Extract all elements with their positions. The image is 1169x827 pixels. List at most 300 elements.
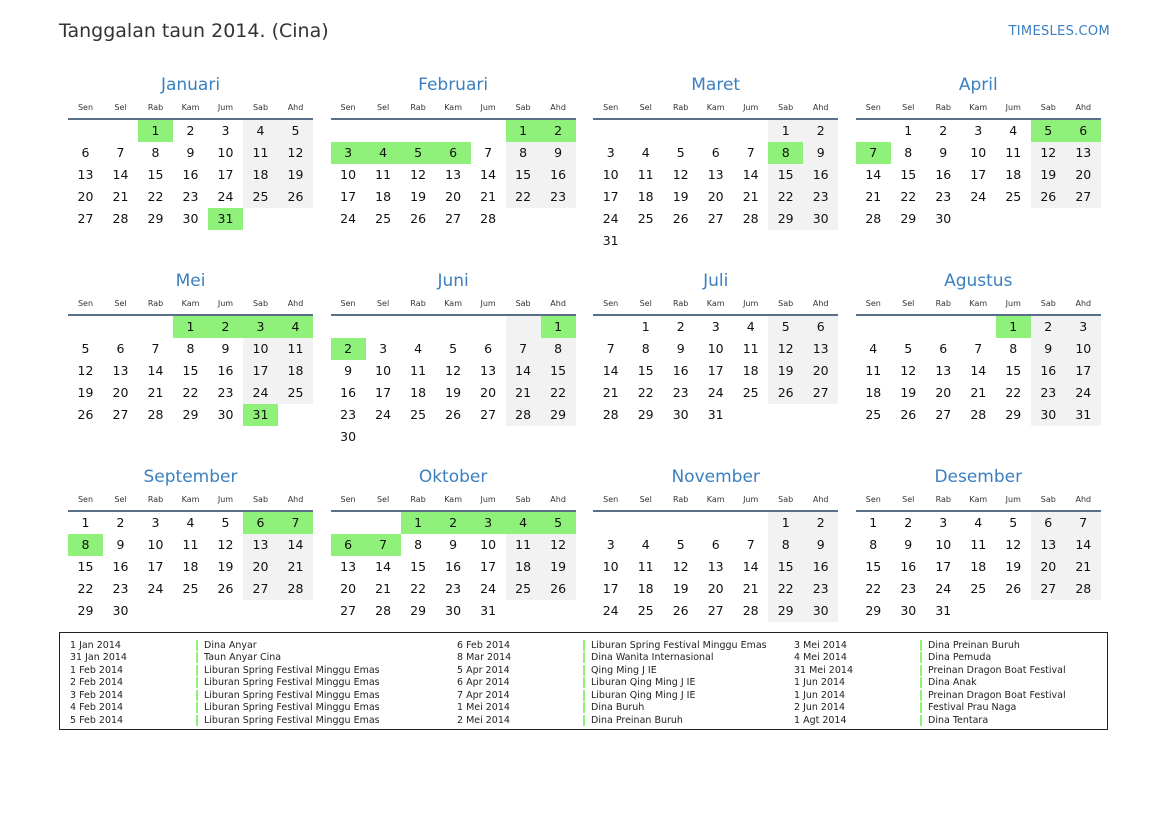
day-grid [856,512,1101,622]
day-cell: 4 [641,537,650,552]
day-cell: 12 [1005,537,1022,552]
weekday-label: Sab [1040,103,1056,112]
empty-day-cell [541,600,576,622]
day-cell: 21 [480,189,497,204]
day-cell: 25 [410,407,427,422]
day-cell: 15 [900,167,917,182]
weekday-label: Kam [444,103,462,112]
day-cell: 11 [278,338,313,360]
day-cell: 27 [707,603,724,618]
day-cell: 10 [340,167,357,182]
day-cell: 5 [81,341,90,356]
weekday-label: Sab [252,495,269,504]
day-cell: 25 [182,581,199,596]
day-cell: 9 [803,142,838,164]
day-cell: 22 [182,385,199,400]
legend-column [447,639,816,727]
weekday-label: Ahd [812,495,829,504]
weekday-label: Sab [252,103,269,112]
weekday-label: Sel [376,299,390,308]
weekday-label: Rab [935,299,951,308]
weekday-label: Sel [639,299,652,308]
legend-holiday-name: Dina Preinan Buruh [928,639,1020,651]
empty-day-cell [628,512,663,534]
day-cell: 13 [1066,142,1101,164]
day-cell: 23 [445,581,462,596]
empty-day-cell [856,120,891,142]
weekday-label: Ahd [550,495,566,504]
day-cell: 10 [602,559,619,574]
legend-holiday-name: Taun Anyar Cina [204,652,282,664]
month-name: Maret [691,75,741,95]
weekday-label: Sab [1040,495,1056,504]
day-cell: 19 [410,189,427,204]
day-cell: 8 [869,537,878,552]
day-cell: 28 [112,211,129,226]
day-cell: 10 [217,145,234,160]
empty-day-cell [436,316,471,338]
day-cell: 27 [803,382,838,404]
day-cell: 12 [541,534,576,556]
day-cell: 20 [112,385,129,400]
weekday-label: Ahd [287,299,304,308]
weekday-label: Kam [969,495,988,504]
empty-day-cell [366,316,401,338]
weekday-label: Sab [778,103,794,112]
legend-date: 2 Jun 2014 [794,702,846,714]
day-cell: 7 [366,534,401,556]
day-cell: 7 [116,145,125,160]
day-cell: 4 [243,120,278,142]
empty-day-cell [663,230,698,252]
day-cell: 25 [865,407,882,422]
month-februari [331,73,576,269]
day-cell: 12 [900,363,917,378]
day-cell: 10 [602,167,619,182]
legend-holiday-name: Preinan Dragon Boat Festival [928,664,1066,676]
legend-row [447,639,816,652]
legend-row [447,652,816,665]
legend-holiday-name: Liburan Spring Festival Minggu Emas [204,677,380,689]
day-cell: 12 [768,338,803,360]
weekday-label: Rab [673,299,689,308]
day-cell: 2 [676,319,685,334]
legend-color-bar [196,640,198,651]
day-cell: 24 [375,407,392,422]
weekday-label: Rab [673,495,689,504]
day-cell: 8 [768,534,803,556]
weekday-label: Rab [410,103,426,112]
empty-day-cell [663,120,698,142]
day-cell: 3 [1066,316,1101,338]
holiday-legend [59,632,1108,730]
empty-day-cell [996,208,1031,230]
day-cell: 14 [112,167,129,182]
empty-day-cell [803,404,838,426]
weekday-header [331,297,576,311]
weekday-label: Kam [706,299,725,308]
day-cell: 20 [803,360,838,382]
weekday-label: Jum [217,103,234,112]
day-cell: 12 [410,167,427,182]
day-cell: 14 [278,534,313,556]
day-cell: 3 [151,515,160,530]
day-cell: 15 [768,556,803,578]
weekday-label: Sen [865,495,881,504]
legend-row [784,652,1153,665]
empty-day-cell [733,512,768,534]
weekday-label: Jum [480,299,496,308]
month-name: Januari [160,75,221,95]
legend-holiday-name: Dina Anyar [204,639,257,651]
legend-holiday-name: Dina Pemuda [928,652,992,664]
legend-column [784,639,1153,727]
day-cell: 18 [506,556,541,578]
empty-day-cell [366,426,401,448]
day-cell: 6 [711,537,720,552]
legend-date: 5 Feb 2014 [70,714,124,726]
day-cell: 27 [340,603,357,618]
day-cell: 5 [449,341,458,356]
day-cell: 20 [340,581,357,596]
empty-day-cell [506,208,541,230]
day-cell: 17 [375,385,392,400]
empty-day-cell [593,120,628,142]
legend-holiday-name: Preinan Dragon Boat Festival [928,689,1066,701]
day-cell: 1 [81,515,90,530]
day-cell: 30 [1031,404,1066,426]
day-cell: 8 [68,534,103,556]
day-cell: 2 [904,515,913,530]
day-cell: 21 [602,385,619,400]
day-cell: 24 [243,382,278,404]
month-name: Februari [418,75,489,95]
day-cell: 13 [340,559,357,574]
day-cell: 26 [1005,581,1022,596]
day-cell: 26 [768,382,803,404]
day-cell: 5 [278,120,313,142]
day-cell: 8 [151,145,160,160]
day-grid [856,120,1101,230]
legend-row [784,677,1153,690]
day-cell: 22 [768,186,803,208]
day-cell: 9 [1031,338,1066,360]
day-grid [68,316,313,426]
day-cell: 26 [672,603,689,618]
weekday-header [331,101,576,115]
month-name: November [671,467,760,487]
day-cell: 3 [606,145,615,160]
day-cell: 30 [803,600,838,622]
day-cell: 25 [375,211,392,226]
day-cell: 29 [182,407,199,422]
day-cell: 28 [970,407,987,422]
empty-day-cell [243,208,278,230]
day-cell: 24 [217,189,234,204]
day-cell: 2 [208,316,243,338]
month-juni [331,269,576,465]
weekday-label: Sab [778,299,794,308]
day-cell: 25 [637,211,654,226]
day-cell: 17 [602,581,619,596]
day-cell: 10 [935,537,952,552]
day-cell: 10 [480,537,497,552]
empty-day-cell [138,600,173,622]
weekday-label: Rab [147,495,164,504]
day-cell: 21 [1066,556,1101,578]
weekday-header [856,493,1101,507]
day-cell: 26 [541,578,576,600]
legend-row [784,689,1153,702]
empty-day-cell [401,316,436,338]
empty-day-cell [803,230,838,252]
day-cell: 29 [865,603,882,618]
legend-date: 6 Feb 2014 [457,639,511,651]
legend-row [60,689,429,702]
legend-row [447,714,816,727]
legend-holiday-name: Dina Preinan Buruh [591,714,683,726]
day-cell: 11 [1005,145,1022,160]
day-cell: 13 [707,167,724,182]
legend-date: 6 Apr 2014 [457,677,510,689]
day-cell: 8 [641,341,650,356]
weekday-label: Kam [706,103,725,112]
day-cell: 17 [243,360,278,382]
empty-day-cell [243,600,278,622]
legend-date: 31 Jan 2014 [70,652,127,664]
day-cell: 27 [1031,578,1066,600]
day-cell: 5 [221,515,230,530]
empty-day-cell [698,230,733,252]
empty-day-cell [768,404,803,426]
day-cell: 25 [637,603,654,618]
empty-day-cell [768,230,803,252]
day-cell: 29 [410,603,427,618]
empty-day-cell [401,426,436,448]
empty-day-cell [68,316,103,338]
day-cell: 3 [243,316,278,338]
empty-day-cell [628,230,663,252]
legend-color-bar [196,665,198,676]
day-cell: 21 [147,385,164,400]
day-cell: 28 [742,211,759,226]
day-cell: 11 [506,534,541,556]
day-cell: 9 [939,145,948,160]
legend-date: 1 Jun 2014 [794,677,846,689]
day-cell: 27 [480,407,497,422]
empty-day-cell [1031,208,1066,230]
day-cell: 13 [803,338,838,360]
empty-day-cell [961,316,996,338]
weekday-label: Sab [515,103,531,112]
legend-color-bar [920,690,922,701]
weekday-label: Jum [1005,103,1021,112]
day-cell: 18 [243,164,278,186]
day-cell: 30 [935,211,952,226]
day-cell: 24 [935,581,952,596]
legend-row [60,652,429,665]
legend-color-bar [196,690,198,701]
empty-day-cell [733,230,768,252]
day-grid [331,120,576,230]
legend-color-bar [583,640,585,651]
day-cell: 16 [340,385,357,400]
day-cell: 28 [480,211,497,226]
day-cell: 31 [480,603,497,618]
weekday-label: Sel [376,103,390,112]
day-cell: 17 [147,559,164,574]
legend-date: 8 Mar 2014 [457,652,512,664]
weekday-label: Sel [639,103,652,112]
weekday-label: Sel [114,299,127,308]
day-cell: 22 [506,186,541,208]
weekday-label: Jum [480,103,496,112]
day-cell: 8 [904,145,913,160]
site-logo-link[interactable]: TIMESLES.COM [1008,24,1110,39]
weekday-label: Sab [252,299,269,308]
day-cell: 22 [410,581,427,596]
empty-day-cell [593,316,628,338]
day-cell: 27 [243,578,278,600]
weekday-header [68,101,313,115]
day-cell: 31 [707,407,724,422]
weekday-label: Sel [639,495,652,504]
day-cell: 5 [676,145,685,160]
day-cell: 19 [768,360,803,382]
weekday-label: Ahd [1075,103,1092,112]
day-cell: 26 [278,186,313,208]
legend-color-bar [583,652,585,663]
weekday-label: Sel [902,495,915,504]
day-cell: 28 [278,578,313,600]
weekday-label: Rab [147,299,164,308]
weekday-label: Kam [444,495,462,504]
day-cell: 30 [182,211,199,226]
day-cell: 3 [221,123,230,138]
day-cell: 29 [768,208,803,230]
day-cell: 9 [449,537,458,552]
day-cell: 6 [243,512,278,534]
day-cell: 10 [147,537,164,552]
day-cell: 24 [970,189,987,204]
legend-holiday-name: Dina Anak [928,677,977,689]
day-cell: 19 [1031,164,1066,186]
legend-date: 1 Mei 2014 [457,702,510,714]
empty-day-cell [733,120,768,142]
day-cell: 26 [672,211,689,226]
weekday-label: Jum [217,299,234,308]
day-cell: 27 [1066,186,1101,208]
month-name: Desember [934,467,1023,487]
day-cell: 15 [865,559,882,574]
legend-date: 4 Mei 2014 [794,652,847,664]
day-cell: 13 [935,363,952,378]
weekday-label: Sab [778,495,794,504]
legend-date: 1 Jan 2014 [70,639,121,651]
day-cell: 3 [939,515,948,530]
legend-date: 3 Feb 2014 [70,689,124,701]
day-cell: 27 [935,407,952,422]
day-cell: 3 [974,123,983,138]
day-cell: 30 [672,407,689,422]
empty-day-cell [926,316,961,338]
empty-day-cell [173,600,208,622]
day-cell: 3 [379,341,388,356]
day-cell: 1 [904,123,913,138]
day-cell: 15 [410,559,427,574]
day-cell: 20 [480,385,497,400]
legend-color-bar [196,715,198,726]
day-cell: 10 [1066,338,1101,360]
day-cell: 30 [900,603,917,618]
legend-row [784,639,1153,652]
legend-date: 1 Agt 2014 [794,714,847,726]
day-cell: 24 [602,211,619,226]
day-cell: 4 [366,142,401,164]
day-cell: 5 [1009,515,1018,530]
day-cell: 4 [746,319,755,334]
day-cell: 17 [1066,360,1101,382]
day-cell: 6 [939,341,948,356]
day-cell: 4 [506,512,541,534]
weekday-label: Ahd [1075,495,1092,504]
day-cell: 12 [445,363,462,378]
day-cell: 8 [506,142,541,164]
empty-day-cell [278,600,313,622]
weekday-label: Sen [865,299,881,308]
day-cell: 24 [340,211,357,226]
day-cell: 19 [217,559,234,574]
day-cell: 19 [77,385,94,400]
legend-color-bar [920,640,922,651]
day-cell: 15 [77,559,94,574]
weekday-label: Ahd [287,103,304,112]
day-cell: 31 [602,233,619,248]
day-cell: 2 [541,120,576,142]
weekday-label: Kam [706,495,725,504]
day-cell: 20 [445,189,462,204]
day-cell: 23 [182,189,199,204]
day-cell: 11 [637,167,654,182]
day-cell: 1 [768,512,803,534]
weekday-label: Rab [410,299,426,308]
day-cell: 28 [742,603,759,618]
day-cell: 11 [243,142,278,164]
day-cell: 9 [221,341,230,356]
legend-row [784,664,1153,677]
empty-day-cell [541,426,576,448]
day-cell: 26 [217,581,234,596]
day-cell: 22 [1005,385,1022,400]
day-cell: 13 [480,363,497,378]
day-cell: 9 [344,363,353,378]
day-cell: 13 [77,167,94,182]
day-cell: 7 [974,341,983,356]
day-cell: 31 [935,603,952,618]
day-cell: 30 [340,429,357,444]
day-cell: 25 [243,186,278,208]
legend-color-bar [920,677,922,688]
day-cell: 3 [471,512,506,534]
day-cell: 7 [746,145,755,160]
day-cell: 17 [480,559,497,574]
day-cell: 1 [768,120,803,142]
weekday-label: Sen [603,103,619,112]
day-cell: 30 [445,603,462,618]
day-cell: 10 [970,145,987,160]
weekday-label: Rab [673,103,689,112]
day-cell: 11 [375,167,392,182]
